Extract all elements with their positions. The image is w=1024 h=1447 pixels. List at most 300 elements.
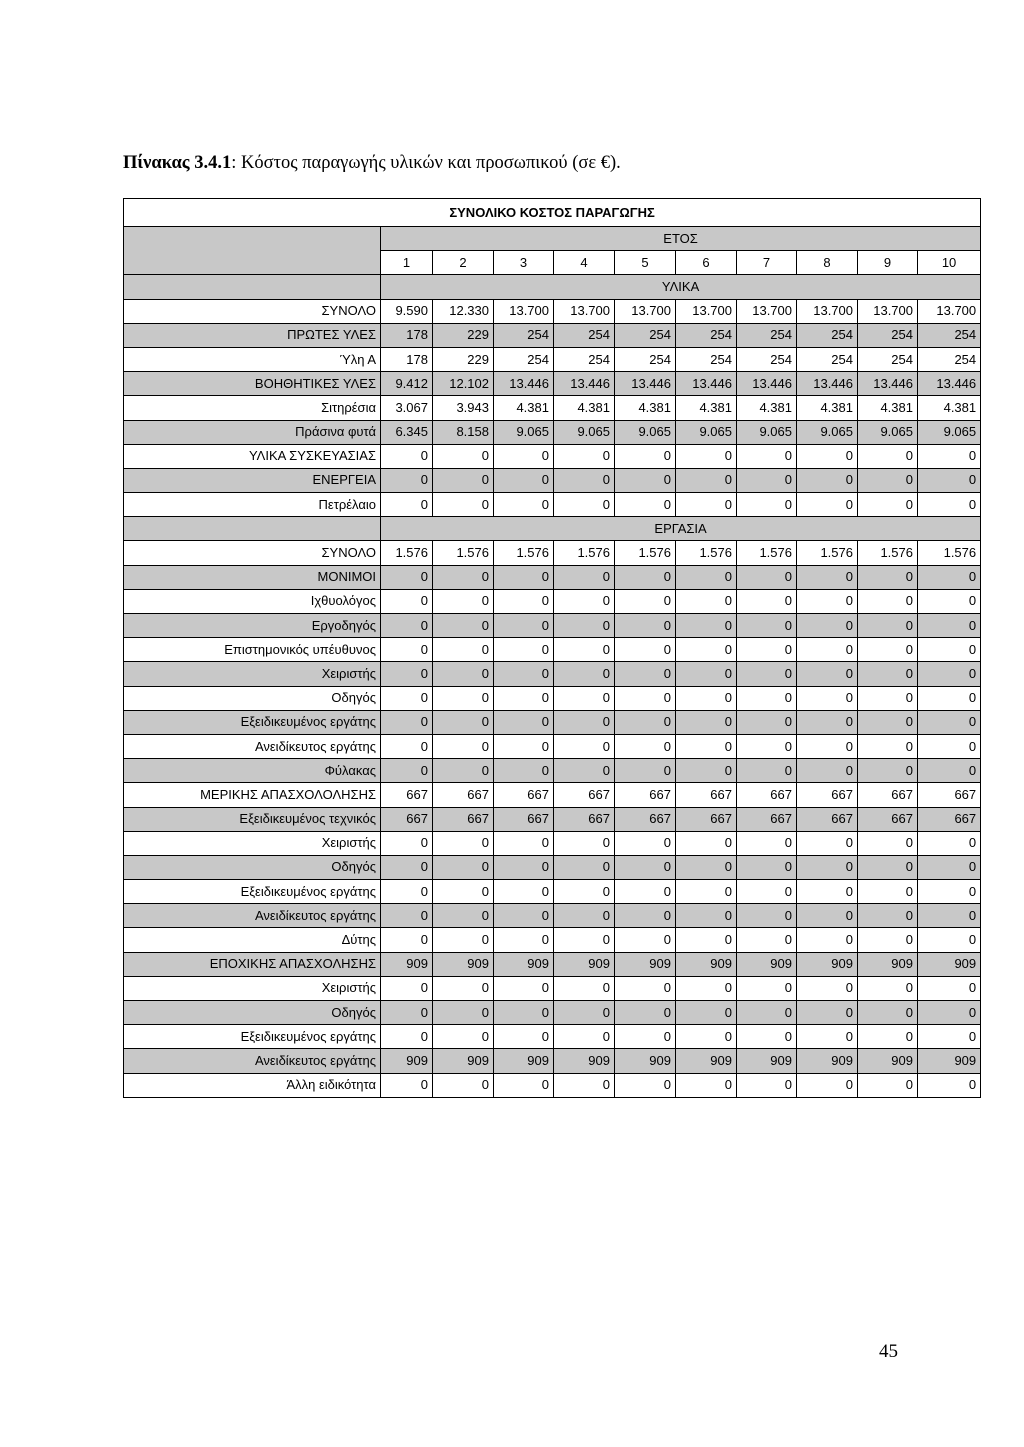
row-label: Δύτης — [124, 928, 381, 952]
value-cell: 0 — [737, 734, 797, 758]
table-row — [124, 952, 981, 976]
value-cell: 0 — [381, 444, 433, 468]
value-cell: 0 — [554, 928, 615, 952]
value-cell: 0 — [615, 493, 676, 517]
value-cell: 254 — [676, 323, 737, 347]
value-cell: 667 — [918, 783, 981, 807]
value-cell: 909 — [494, 1049, 554, 1073]
value-cell: 254 — [615, 323, 676, 347]
value-cell: 909 — [797, 1049, 858, 1073]
table-title-row — [124, 199, 981, 227]
value-cell: 0 — [433, 662, 494, 686]
value-cell: 0 — [918, 468, 981, 492]
value-cell: 0 — [381, 855, 433, 879]
value-cell: 0 — [554, 831, 615, 855]
value-cell: 909 — [554, 952, 615, 976]
value-cell: 0 — [381, 493, 433, 517]
row-label: ΜΕΡΙΚΗΣ ΑΠΑΣΧΟΛΟΛΗΣΗΣ — [124, 783, 381, 807]
value-cell: 1.576 — [918, 541, 981, 565]
value-cell: 0 — [737, 976, 797, 1000]
value-cell: 0 — [381, 1025, 433, 1049]
value-cell: 0 — [554, 976, 615, 1000]
value-cell: 909 — [676, 952, 737, 976]
value-cell: 0 — [615, 638, 676, 662]
row-label: Άλλη ειδικότητα — [124, 1073, 381, 1097]
value-cell: 909 — [554, 1049, 615, 1073]
value-cell: 909 — [615, 1049, 676, 1073]
value-cell: 0 — [858, 589, 918, 613]
value-cell: 0 — [554, 855, 615, 879]
value-cell: 0 — [433, 638, 494, 662]
value-cell: 0 — [381, 734, 433, 758]
row-label: Χειριστής — [124, 831, 381, 855]
value-cell: 9.065 — [554, 420, 615, 444]
value-cell: 0 — [554, 1001, 615, 1025]
value-cell: 0 — [797, 710, 858, 734]
value-cell: 0 — [737, 831, 797, 855]
value-cell: 254 — [858, 347, 918, 371]
value-cell: 0 — [494, 444, 554, 468]
value-cell: 0 — [494, 928, 554, 952]
table-row — [124, 759, 981, 783]
row-label: Ανειδίκευτος εργάτης — [124, 734, 381, 758]
value-cell: 8.158 — [433, 420, 494, 444]
value-cell: 0 — [858, 831, 918, 855]
value-cell: 0 — [797, 734, 858, 758]
section-row — [124, 517, 981, 541]
value-cell: 0 — [615, 444, 676, 468]
table-row — [124, 589, 981, 613]
value-cell: 0 — [494, 976, 554, 1000]
value-cell: 0 — [797, 1025, 858, 1049]
row-label: Εξειδικευμένος εργάτης — [124, 710, 381, 734]
table-row — [124, 420, 981, 444]
value-cell: 0 — [918, 1025, 981, 1049]
value-cell: 0 — [433, 565, 494, 589]
value-cell: 0 — [381, 686, 433, 710]
value-cell: 0 — [615, 855, 676, 879]
value-cell: 13.700 — [554, 299, 615, 323]
value-cell: 0 — [676, 976, 737, 1000]
value-cell: 0 — [737, 493, 797, 517]
year-header-cell: 5 — [615, 251, 676, 275]
value-cell: 0 — [676, 589, 737, 613]
value-cell: 0 — [381, 589, 433, 613]
value-cell: 0 — [381, 1073, 433, 1097]
value-cell: 9.065 — [494, 420, 554, 444]
value-cell: 0 — [494, 638, 554, 662]
value-cell: 0 — [797, 880, 858, 904]
value-cell: 0 — [615, 976, 676, 1000]
value-cell: 1.576 — [433, 541, 494, 565]
value-cell: 0 — [858, 565, 918, 589]
row-label: Εργοδηγός — [124, 614, 381, 638]
value-cell: 0 — [615, 734, 676, 758]
value-cell: 0 — [737, 1025, 797, 1049]
value-cell: 0 — [918, 614, 981, 638]
value-cell: 0 — [676, 468, 737, 492]
table-row — [124, 1001, 981, 1025]
value-cell: 229 — [433, 347, 494, 371]
value-cell: 0 — [433, 928, 494, 952]
year-header-cell: 10 — [918, 251, 981, 275]
row-label: ΕΝΕΡΓΕΙΑ — [124, 468, 381, 492]
value-cell: 0 — [381, 904, 433, 928]
value-cell: 0 — [737, 1001, 797, 1025]
value-cell: 667 — [433, 807, 494, 831]
value-cell: 909 — [797, 952, 858, 976]
value-cell: 0 — [381, 759, 433, 783]
value-cell: 0 — [494, 734, 554, 758]
value-cell: 4.381 — [858, 396, 918, 420]
value-cell: 667 — [554, 783, 615, 807]
value-cell: 667 — [737, 807, 797, 831]
row-label: Πετρέλαιο — [124, 493, 381, 517]
table-row — [124, 565, 981, 589]
value-cell: 1.576 — [615, 541, 676, 565]
table-row — [124, 444, 981, 468]
value-cell: 1.576 — [737, 541, 797, 565]
value-cell: 0 — [554, 638, 615, 662]
table-row — [124, 1073, 981, 1097]
row-label: Εξειδικευμένος εργάτης — [124, 880, 381, 904]
value-cell: 0 — [433, 493, 494, 517]
value-cell: 909 — [381, 1049, 433, 1073]
row-label: ΣΥΝΟΛΟ — [124, 541, 381, 565]
value-cell: 0 — [737, 638, 797, 662]
table-row — [124, 396, 981, 420]
year-header-cell: 6 — [676, 251, 737, 275]
value-cell: 0 — [554, 686, 615, 710]
table-row — [124, 1049, 981, 1073]
table-row — [124, 541, 981, 565]
value-cell: 0 — [494, 1025, 554, 1049]
value-cell: 254 — [554, 323, 615, 347]
value-cell: 0 — [737, 686, 797, 710]
value-cell: 254 — [918, 347, 981, 371]
value-cell: 0 — [554, 759, 615, 783]
value-cell: 0 — [433, 468, 494, 492]
value-cell: 0 — [918, 928, 981, 952]
caption-number: Πίνακας 3.4.1 — [123, 153, 232, 173]
table-caption — [123, 153, 621, 174]
value-cell: 909 — [858, 952, 918, 976]
section-header: ΥΛΙΚΑ — [381, 275, 981, 299]
value-cell: 229 — [433, 323, 494, 347]
value-cell: 0 — [737, 565, 797, 589]
value-cell: 667 — [676, 807, 737, 831]
year-header-cell: 8 — [797, 251, 858, 275]
row-label: Οδηγός — [124, 686, 381, 710]
value-cell: 0 — [615, 759, 676, 783]
value-cell: 0 — [433, 976, 494, 1000]
value-cell: 0 — [797, 589, 858, 613]
value-cell: 254 — [858, 323, 918, 347]
value-cell: 909 — [858, 1049, 918, 1073]
value-cell: 13.446 — [918, 372, 981, 396]
value-cell: 667 — [554, 807, 615, 831]
value-cell: 13.446 — [858, 372, 918, 396]
value-cell: 0 — [918, 759, 981, 783]
value-cell: 0 — [918, 589, 981, 613]
value-cell: 13.446 — [615, 372, 676, 396]
value-cell: 0 — [858, 855, 918, 879]
value-cell: 4.381 — [918, 396, 981, 420]
table-row — [124, 686, 981, 710]
value-cell: 13.700 — [797, 299, 858, 323]
year-header-cell: 2 — [433, 251, 494, 275]
value-cell: 0 — [918, 1073, 981, 1097]
value-cell: 0 — [858, 710, 918, 734]
cost-table — [123, 198, 981, 1098]
value-cell: 0 — [737, 759, 797, 783]
year-header-cell: 3 — [494, 251, 554, 275]
value-cell: 0 — [554, 468, 615, 492]
value-cell: 0 — [797, 565, 858, 589]
value-cell: 0 — [676, 662, 737, 686]
value-cell: 13.700 — [918, 299, 981, 323]
value-cell: 0 — [858, 880, 918, 904]
value-cell: 0 — [433, 589, 494, 613]
value-cell: 0 — [615, 686, 676, 710]
value-cell: 0 — [433, 759, 494, 783]
row-label: Χειριστής — [124, 662, 381, 686]
value-cell: 909 — [615, 952, 676, 976]
row-label: Φύλακας — [124, 759, 381, 783]
value-cell: 254 — [494, 347, 554, 371]
value-cell: 0 — [433, 1073, 494, 1097]
value-cell: 667 — [858, 783, 918, 807]
value-cell: 9.065 — [676, 420, 737, 444]
value-cell: 254 — [676, 347, 737, 371]
value-cell: 254 — [797, 347, 858, 371]
value-cell: 0 — [433, 1025, 494, 1049]
value-cell: 6.345 — [381, 420, 433, 444]
value-cell: 0 — [918, 444, 981, 468]
row-label: Εξειδικευμένος εργάτης — [124, 1025, 381, 1049]
value-cell: 0 — [554, 880, 615, 904]
value-cell: 667 — [918, 807, 981, 831]
value-cell: 0 — [676, 855, 737, 879]
value-cell: 0 — [737, 928, 797, 952]
value-cell: 13.700 — [676, 299, 737, 323]
value-cell: 0 — [381, 928, 433, 952]
table-row — [124, 662, 981, 686]
value-cell: 0 — [381, 468, 433, 492]
value-cell: 0 — [615, 1001, 676, 1025]
row-label: Οδηγός — [124, 855, 381, 879]
value-cell: 0 — [676, 734, 737, 758]
value-cell: 0 — [676, 686, 737, 710]
value-cell: 0 — [494, 1001, 554, 1025]
section-blank-cell — [124, 517, 381, 541]
value-cell: 0 — [797, 493, 858, 517]
value-cell: 0 — [615, 1073, 676, 1097]
value-cell: 0 — [737, 904, 797, 928]
value-cell: 0 — [381, 831, 433, 855]
value-cell: 1.576 — [797, 541, 858, 565]
table-row — [124, 710, 981, 734]
row-label: Σιτηρέσια — [124, 396, 381, 420]
value-cell: 1.576 — [494, 541, 554, 565]
value-cell: 4.381 — [494, 396, 554, 420]
value-cell: 0 — [676, 1025, 737, 1049]
value-cell: 0 — [858, 686, 918, 710]
value-cell: 0 — [554, 662, 615, 686]
value-cell: 0 — [381, 880, 433, 904]
table-row — [124, 372, 981, 396]
value-cell: 0 — [554, 904, 615, 928]
table-row — [124, 638, 981, 662]
value-cell: 0 — [858, 928, 918, 952]
value-cell: 13.446 — [797, 372, 858, 396]
value-cell: 0 — [494, 565, 554, 589]
section-row — [124, 275, 981, 299]
value-cell: 13.446 — [737, 372, 797, 396]
value-cell: 0 — [858, 1025, 918, 1049]
value-cell: 0 — [494, 662, 554, 686]
value-cell: 3.067 — [381, 396, 433, 420]
value-cell: 0 — [615, 468, 676, 492]
value-cell: 909 — [676, 1049, 737, 1073]
value-cell: 0 — [918, 976, 981, 1000]
row-label: Εξειδικευμένος τεχνικός — [124, 807, 381, 831]
value-cell: 0 — [918, 855, 981, 879]
value-cell: 0 — [494, 614, 554, 638]
year-header-cell: 9 — [858, 251, 918, 275]
value-cell: 0 — [494, 1073, 554, 1097]
value-cell: 0 — [615, 589, 676, 613]
value-cell: 0 — [797, 614, 858, 638]
value-cell: 0 — [676, 493, 737, 517]
row-label: Ανειδίκευτος εργάτης — [124, 904, 381, 928]
value-cell: 0 — [858, 662, 918, 686]
section-header: ΕΡΓΑΣΙΑ — [381, 517, 981, 541]
value-cell: 667 — [494, 783, 554, 807]
value-cell: 0 — [797, 662, 858, 686]
table-row — [124, 855, 981, 879]
value-cell: 0 — [433, 734, 494, 758]
row-label: Οδηγός — [124, 1001, 381, 1025]
table-row — [124, 807, 981, 831]
value-cell: 0 — [737, 589, 797, 613]
value-cell: 254 — [494, 323, 554, 347]
caption-text: : Κόστος παραγωγής υλικών και προσωπικού (σε €). — [231, 153, 621, 173]
value-cell: 0 — [797, 928, 858, 952]
section-blank-cell — [124, 275, 381, 299]
value-cell: 0 — [554, 493, 615, 517]
table-row — [124, 299, 981, 323]
value-cell: 0 — [615, 662, 676, 686]
table-row — [124, 323, 981, 347]
value-cell: 0 — [494, 686, 554, 710]
value-cell: 0 — [797, 831, 858, 855]
value-cell: 0 — [381, 614, 433, 638]
value-cell: 909 — [918, 952, 981, 976]
value-cell: 0 — [918, 880, 981, 904]
value-cell: 254 — [554, 347, 615, 371]
value-cell: 0 — [858, 1001, 918, 1025]
value-cell: 0 — [615, 928, 676, 952]
value-cell: 0 — [554, 710, 615, 734]
value-cell: 0 — [858, 976, 918, 1000]
value-cell: 13.700 — [737, 299, 797, 323]
header-blank-cell — [124, 227, 381, 275]
value-cell: 13.700 — [615, 299, 676, 323]
value-cell: 0 — [918, 831, 981, 855]
value-cell: 667 — [858, 807, 918, 831]
table-row — [124, 468, 981, 492]
value-cell: 0 — [494, 589, 554, 613]
value-cell: 0 — [494, 759, 554, 783]
value-cell: 667 — [797, 783, 858, 807]
value-cell: 0 — [433, 831, 494, 855]
value-cell: 0 — [918, 662, 981, 686]
value-cell: 0 — [381, 638, 433, 662]
value-cell: 0 — [494, 855, 554, 879]
value-cell: 0 — [554, 734, 615, 758]
value-cell: 0 — [554, 444, 615, 468]
value-cell: 0 — [676, 444, 737, 468]
value-cell: 667 — [433, 783, 494, 807]
row-label: Πράσινα φυτά — [124, 420, 381, 444]
value-cell: 9.412 — [381, 372, 433, 396]
value-cell: 0 — [615, 565, 676, 589]
value-cell: 667 — [381, 783, 433, 807]
value-cell: 0 — [554, 589, 615, 613]
value-cell: 0 — [737, 710, 797, 734]
value-cell: 1.576 — [676, 541, 737, 565]
value-cell: 0 — [554, 565, 615, 589]
value-cell: 0 — [797, 1001, 858, 1025]
table-row — [124, 347, 981, 371]
value-cell: 0 — [858, 1073, 918, 1097]
value-cell: 0 — [676, 1001, 737, 1025]
table-title: ΣΥΝΟΛΙΚΟ ΚΟΣΤΟΣ ΠΑΡΑΓΩΓΗΣ — [124, 199, 981, 227]
table-row — [124, 928, 981, 952]
value-cell: 0 — [554, 614, 615, 638]
value-cell: 0 — [676, 638, 737, 662]
row-label: Χειριστής — [124, 976, 381, 1000]
value-cell: 0 — [494, 831, 554, 855]
page-number: 45 — [879, 1341, 898, 1362]
value-cell: 0 — [737, 468, 797, 492]
value-cell: 1.576 — [554, 541, 615, 565]
value-cell: 9.065 — [797, 420, 858, 444]
value-cell: 3.943 — [433, 396, 494, 420]
value-cell: 0 — [381, 662, 433, 686]
value-cell: 0 — [433, 1001, 494, 1025]
value-cell: 0 — [797, 686, 858, 710]
value-cell: 0 — [858, 759, 918, 783]
value-cell: 254 — [737, 323, 797, 347]
value-cell: 254 — [615, 347, 676, 371]
value-cell: 0 — [918, 904, 981, 928]
value-cell: 9.065 — [737, 420, 797, 444]
value-cell: 178 — [381, 323, 433, 347]
value-cell: 0 — [615, 710, 676, 734]
value-cell: 0 — [858, 638, 918, 662]
value-cell: 0 — [676, 565, 737, 589]
value-cell: 0 — [858, 444, 918, 468]
value-cell: 909 — [494, 952, 554, 976]
value-cell: 0 — [918, 1001, 981, 1025]
value-cell: 13.446 — [554, 372, 615, 396]
value-cell: 13.446 — [494, 372, 554, 396]
value-cell: 13.700 — [494, 299, 554, 323]
value-cell: 9.065 — [615, 420, 676, 444]
value-cell: 0 — [433, 880, 494, 904]
